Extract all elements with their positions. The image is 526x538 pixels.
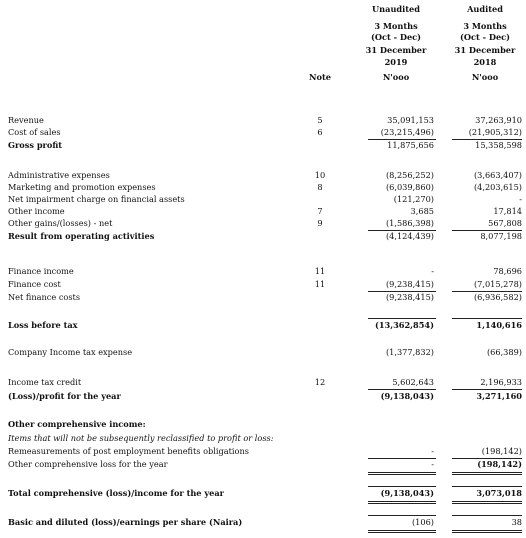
row-company-income-tax bbox=[0, 347, 526, 359]
row-label: Basic and diluted (loss)/earnings per share (Naira) bbox=[8, 517, 243, 527]
row-label: Administrative expenses bbox=[8, 170, 110, 180]
row-oci-loss-year bbox=[0, 459, 526, 471]
row-note: 10 bbox=[314, 170, 326, 180]
row-note: 6 bbox=[317, 127, 323, 137]
total-line bbox=[452, 532, 522, 533]
row-value-2019: 35,091,153 bbox=[387, 115, 434, 125]
row-label: Net finance costs bbox=[8, 292, 81, 302]
row-label: Other comprehensive income: bbox=[8, 419, 146, 429]
row-value-2018: 2,196,933 bbox=[480, 377, 522, 387]
row-value-2018: (3,663,407) bbox=[473, 170, 522, 180]
row-result-operating bbox=[0, 231, 526, 243]
row-eps bbox=[0, 517, 526, 529]
total-line bbox=[368, 532, 436, 533]
total-line bbox=[368, 474, 436, 475]
total-line bbox=[452, 530, 522, 531]
row-label: Finance income bbox=[8, 266, 74, 276]
row-value-2018: (198,142) bbox=[477, 459, 522, 469]
row-label: Cost of sales bbox=[8, 127, 61, 137]
note-header: Note bbox=[309, 72, 331, 82]
row-remeasurements bbox=[0, 446, 526, 458]
row-label: Finance cost bbox=[8, 279, 61, 289]
row-value-2018: 38 bbox=[511, 517, 522, 527]
total-line bbox=[452, 503, 522, 504]
row-net-finance-costs bbox=[0, 292, 526, 304]
row-value-2019: 3,685 bbox=[410, 206, 434, 216]
col2-date-a: 31 December bbox=[454, 45, 516, 55]
total-line bbox=[368, 501, 436, 502]
row-value-2019: (6,039,860) bbox=[385, 182, 434, 192]
row-loss-before-tax bbox=[0, 320, 526, 332]
row-label: Net impairment charge on financial assets bbox=[8, 194, 185, 204]
row-label: Other comprehensive loss for the year bbox=[8, 459, 168, 469]
row-value-2019: (121,270) bbox=[393, 194, 434, 204]
row-label: Company Income tax expense bbox=[8, 347, 133, 357]
row-value-2019: (13,362,854) bbox=[374, 320, 434, 330]
row-revenue bbox=[0, 115, 526, 127]
row-loss-profit-year bbox=[0, 391, 526, 403]
col1-period-a: 3 Months bbox=[374, 21, 418, 31]
row-value-2019: (4,124,439) bbox=[385, 231, 434, 241]
col1-status: Unaudited bbox=[372, 4, 420, 14]
row-label: Loss before tax bbox=[8, 320, 78, 330]
row-value-2019: (8,256,252) bbox=[385, 170, 434, 180]
row-finance-cost bbox=[0, 279, 526, 291]
row-label: Gross profit bbox=[8, 140, 63, 150]
subtotal-line bbox=[452, 389, 522, 390]
row-value-2018: (6,936,582) bbox=[473, 292, 522, 302]
total-line bbox=[368, 530, 436, 531]
row-value-2018: (198,142) bbox=[481, 446, 522, 456]
row-value-2019: - bbox=[431, 459, 434, 469]
subtotal-line bbox=[368, 389, 436, 390]
row-value-2019: 5,602,643 bbox=[392, 377, 434, 387]
row-gross-profit bbox=[0, 140, 526, 152]
subtotal-line bbox=[368, 515, 436, 516]
row-total-comprehensive bbox=[0, 488, 526, 500]
row-label: (Loss)/profit for the year bbox=[8, 391, 121, 401]
col2-date-b: 2018 bbox=[473, 57, 497, 67]
row-value-2018: 17,814 bbox=[493, 206, 522, 216]
row-cost-of-sales bbox=[0, 127, 526, 139]
total-line bbox=[452, 474, 522, 475]
row-value-2019: (1,377,832) bbox=[385, 347, 434, 357]
row-label: Other gains/(losses) - net bbox=[8, 218, 113, 228]
row-other-gains bbox=[0, 218, 526, 230]
col2-status: Audited bbox=[467, 4, 503, 14]
row-label: Income tax credit bbox=[8, 377, 82, 387]
row-value-2018: (4,203,615) bbox=[473, 182, 522, 192]
row-value-2018: 3,271,160 bbox=[476, 391, 522, 401]
row-value-2018: 8,077,198 bbox=[480, 231, 522, 241]
row-income-tax-credit bbox=[0, 377, 526, 389]
row-finance-income bbox=[0, 266, 526, 278]
row-label: Items that will not be subsequently reclassified to profit or loss: bbox=[8, 433, 274, 443]
row-oci-heading bbox=[0, 419, 526, 431]
row-value-2018: 3,073,018 bbox=[476, 488, 522, 498]
row-value-2018: 78,696 bbox=[493, 266, 522, 276]
row-value-2019: (23,215,496) bbox=[380, 127, 434, 137]
row-value-2018: - bbox=[519, 194, 522, 204]
row-label: Revenue bbox=[8, 115, 44, 125]
row-oci-subheading bbox=[0, 433, 526, 445]
col1-date-a: 31 December bbox=[365, 45, 427, 55]
row-value-2019: (9,238,415) bbox=[385, 279, 434, 289]
row-value-2019: - bbox=[431, 446, 434, 456]
total-line bbox=[452, 501, 522, 502]
row-note: 8 bbox=[317, 182, 323, 192]
subtotal-line bbox=[452, 318, 522, 319]
row-note: 12 bbox=[314, 377, 326, 387]
row-net-impairment bbox=[0, 194, 526, 206]
row-other-income bbox=[0, 206, 526, 218]
total-line bbox=[368, 503, 436, 504]
col2-period-b: (Oct - Dec) bbox=[459, 32, 511, 42]
subtotal-line bbox=[368, 318, 436, 319]
col1-date-b: 2019 bbox=[384, 57, 408, 67]
col1-period-b: (Oct - Dec) bbox=[370, 32, 422, 42]
row-label: Other income bbox=[8, 206, 65, 216]
row-note: 5 bbox=[317, 115, 323, 125]
total-line bbox=[452, 472, 522, 473]
total-line bbox=[368, 472, 436, 473]
row-note: 9 bbox=[317, 218, 323, 228]
col1-unit: N'ooo bbox=[382, 72, 410, 82]
row-value-2018: 15,358,598 bbox=[475, 140, 522, 150]
row-label: Total comprehensive (loss)/income for the year bbox=[8, 488, 224, 498]
row-note: 11 bbox=[314, 279, 326, 289]
col2-unit: N'ooo bbox=[471, 72, 499, 82]
subtotal-line bbox=[452, 515, 522, 516]
row-value-2018: (7,015,278) bbox=[473, 279, 522, 289]
row-value-2018: 567,808 bbox=[488, 218, 522, 228]
row-value-2018: (21,905,312) bbox=[468, 127, 522, 137]
row-administrative-expenses bbox=[0, 170, 526, 182]
row-value-2019: 11,875,656 bbox=[387, 140, 434, 150]
row-value-2018: 37,263,910 bbox=[475, 115, 522, 125]
row-note: 11 bbox=[314, 266, 326, 276]
row-value-2019: (106) bbox=[411, 517, 434, 527]
row-value-2019: (9,238,415) bbox=[385, 292, 434, 302]
row-value-2019: (9,138,043) bbox=[380, 488, 434, 498]
row-label: Marketing and promotion expenses bbox=[8, 182, 156, 192]
row-label: Remeasurements of post employment benefits obligations bbox=[8, 446, 249, 456]
subtotal-line bbox=[452, 486, 522, 487]
subtotal-line bbox=[368, 486, 436, 487]
row-marketing-expenses bbox=[0, 182, 526, 194]
row-value-2019: (9,138,043) bbox=[380, 391, 434, 401]
row-value-2019: (1,586,398) bbox=[385, 218, 434, 228]
row-note: 7 bbox=[317, 206, 323, 216]
col2-period-a: 3 Months bbox=[463, 21, 507, 31]
row-value-2018: (66,389) bbox=[486, 347, 522, 357]
row-value-2018: 1,140,616 bbox=[476, 320, 522, 330]
row-label: Result from operating activities bbox=[8, 231, 155, 241]
row-value-2019: - bbox=[431, 266, 434, 276]
